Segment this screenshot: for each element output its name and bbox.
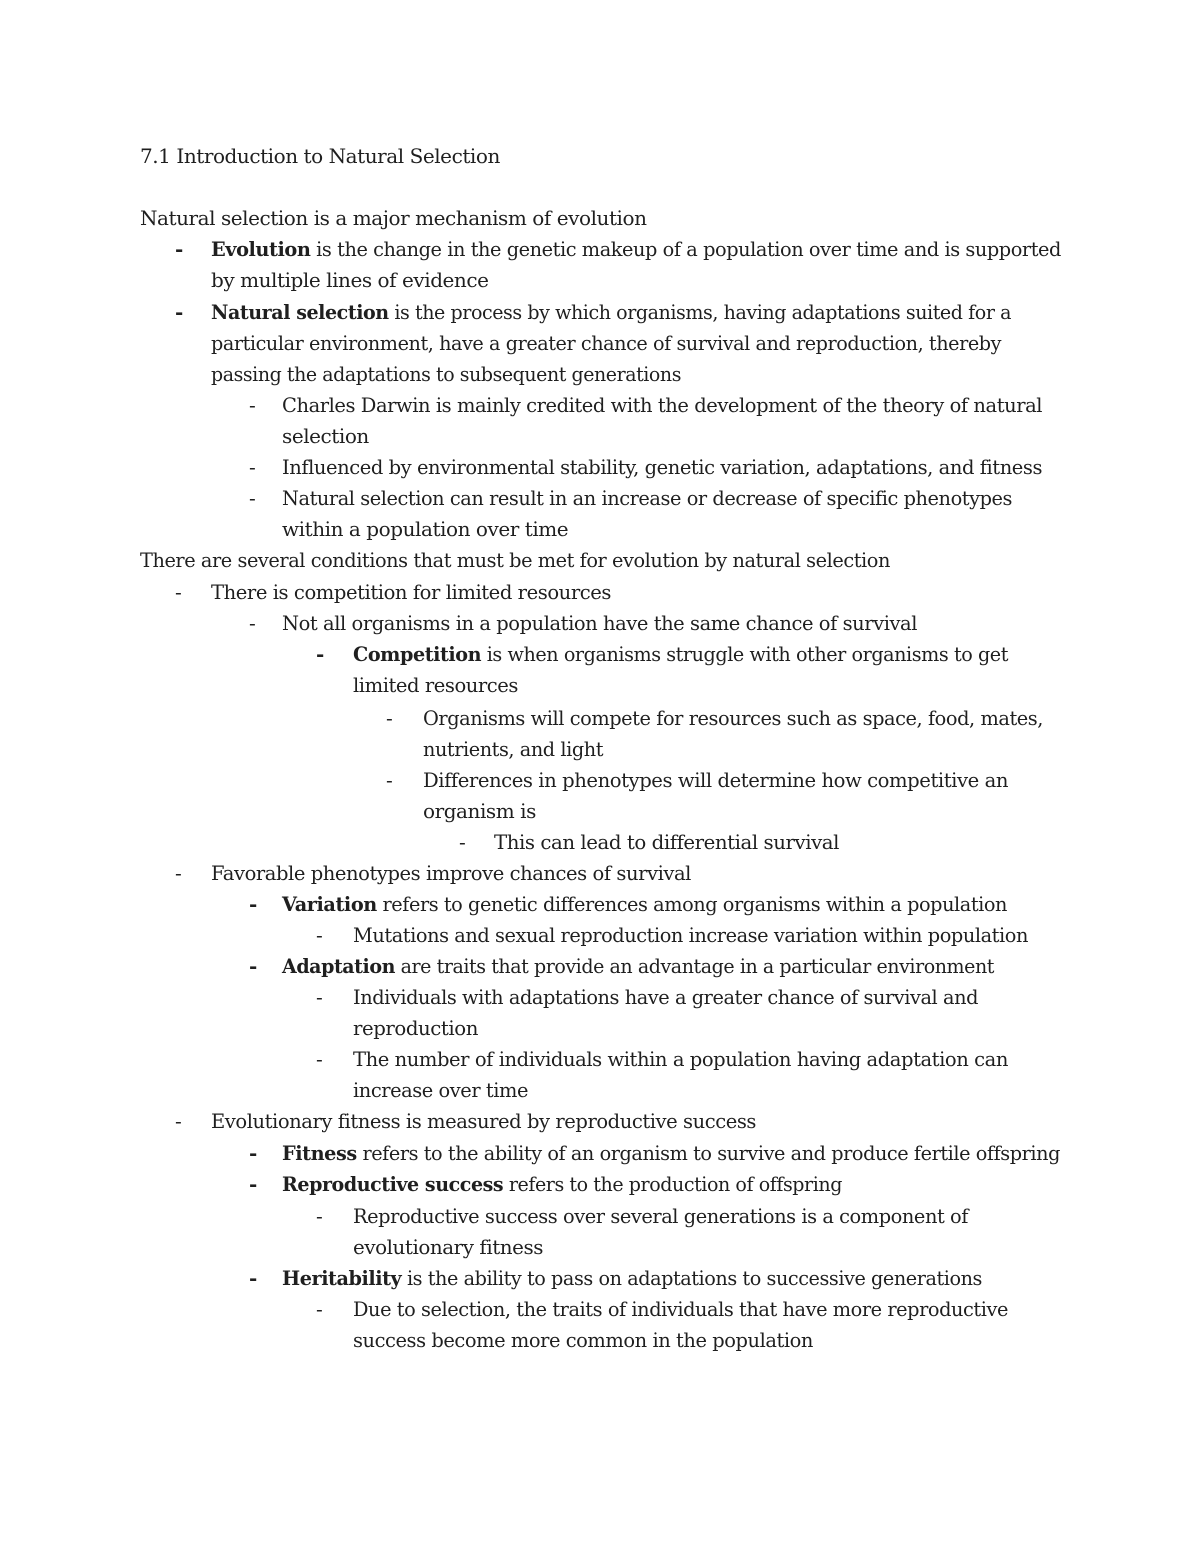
text-line bbox=[423, 768, 1020, 792]
title-text: 7.1 Introduction to Natural Selection bbox=[140, 144, 500, 168]
line-text: There are several conditions that must be met for evolution by natural selection bbox=[140, 548, 890, 572]
text-line bbox=[353, 1297, 1031, 1321]
bullet-dash: - bbox=[175, 1109, 182, 1133]
bullet-dash: - bbox=[249, 892, 258, 916]
line-text: evolutionary fitness bbox=[353, 1235, 543, 1259]
text-line bbox=[423, 799, 536, 823]
line-content bbox=[282, 1141, 1060, 1165]
line-content bbox=[353, 923, 1028, 947]
line-text: success become more common in the population bbox=[353, 1328, 813, 1352]
line-content bbox=[282, 611, 917, 635]
bullet-dash: - bbox=[316, 642, 325, 666]
line-text: Evolutionary fitness is measured by reproductive success bbox=[211, 1109, 756, 1133]
line-content bbox=[211, 580, 611, 604]
line-content bbox=[211, 362, 681, 386]
bullet-dash: - bbox=[316, 1047, 323, 1071]
line-text: increase over time bbox=[353, 1078, 528, 1102]
text-line bbox=[353, 1328, 827, 1352]
line-content bbox=[353, 1297, 1008, 1321]
line-content bbox=[353, 1016, 478, 1040]
line-text: refers to the production of offspring bbox=[503, 1172, 842, 1196]
line-text: within a population over time bbox=[282, 517, 569, 541]
line-text: Reproductive success over several generations is a component of bbox=[353, 1204, 969, 1228]
bold-term: Natural selection bbox=[211, 300, 389, 324]
line-content bbox=[353, 1328, 813, 1352]
line-text: Mutations and sexual reproduction increase variation within population bbox=[353, 923, 1028, 947]
line-content bbox=[423, 768, 1008, 792]
line-text: reproduction bbox=[353, 1016, 478, 1040]
line-content bbox=[140, 548, 890, 572]
text-line bbox=[423, 706, 1064, 730]
line-content bbox=[282, 1266, 982, 1290]
text-line bbox=[282, 517, 568, 541]
text-line bbox=[282, 486, 1037, 510]
line-text: is the ability to pass on adaptations to successive generations bbox=[401, 1266, 982, 1290]
line-text: Charles Darwin is mainly credited with the development of the theory of natural bbox=[282, 393, 1043, 417]
text-line bbox=[353, 1047, 1024, 1071]
line-text: Organisms will compete for resources such as space, food, mates, bbox=[423, 706, 1044, 730]
line-content bbox=[211, 1109, 756, 1133]
bullet-dash: - bbox=[249, 1172, 258, 1196]
line-content bbox=[353, 1047, 1008, 1071]
bullet-dash: - bbox=[175, 861, 182, 885]
line-content bbox=[211, 331, 1001, 355]
line-text: This can lead to differential survival bbox=[494, 830, 840, 854]
bullet-dash: - bbox=[175, 300, 184, 324]
line-text: Not all organisms in a population have the same chance of survival bbox=[282, 611, 918, 635]
line-text: Natural selection can result in an increase or decrease of specific phenotypes bbox=[282, 486, 1013, 510]
text-line bbox=[423, 737, 610, 761]
text-line bbox=[353, 673, 522, 697]
line-content bbox=[282, 486, 1012, 510]
text-line bbox=[140, 548, 917, 572]
line-content bbox=[282, 954, 994, 978]
line-content bbox=[282, 1172, 842, 1196]
text-line bbox=[282, 424, 369, 448]
line-content bbox=[423, 799, 536, 823]
line-content bbox=[353, 1078, 528, 1102]
bullet-dash: - bbox=[249, 455, 256, 479]
line-content bbox=[211, 237, 1061, 261]
text-line bbox=[211, 1109, 769, 1133]
line-text: Influenced by environmental stability, genetic variation, adaptations, and fitness bbox=[282, 455, 1043, 479]
line-content bbox=[353, 642, 1008, 666]
text-line bbox=[282, 1266, 1011, 1290]
line-text: The number of individuals within a population having adaptation can bbox=[353, 1047, 1008, 1071]
line-content bbox=[282, 424, 369, 448]
text-line bbox=[353, 923, 1051, 947]
bullet-dash: - bbox=[316, 923, 323, 947]
line-content bbox=[353, 1204, 968, 1228]
text-line bbox=[353, 1204, 988, 1228]
line-text: is when organisms struggle with other organisms to get bbox=[481, 642, 1008, 666]
bullet-dash: - bbox=[249, 611, 256, 635]
bullet-dash: - bbox=[386, 706, 393, 730]
text-line bbox=[282, 954, 1031, 978]
line-content bbox=[423, 737, 603, 761]
line-text: Favorable phenotypes improve chances of survival bbox=[211, 861, 691, 885]
bold-term: Heritability bbox=[282, 1266, 402, 1290]
line-text: There is competition for limited resources bbox=[211, 580, 612, 604]
line-text: refers to genetic differences among organisms within a population bbox=[376, 892, 1008, 916]
line-content bbox=[282, 393, 1042, 417]
bullet-dash: - bbox=[249, 393, 256, 417]
text-line bbox=[211, 268, 489, 292]
line-text: passing the adaptations to subsequent generations bbox=[211, 362, 682, 386]
line-content bbox=[211, 300, 1011, 324]
line-content bbox=[423, 706, 1043, 730]
line-text: Due to selection, the traits of individuals that have more reproductive bbox=[353, 1297, 1008, 1321]
text-line bbox=[494, 830, 844, 854]
text-line bbox=[211, 237, 1091, 261]
line-content bbox=[353, 673, 518, 697]
line-text: by multiple lines of evidence bbox=[211, 268, 489, 292]
line-text: Individuals with adaptations have a greater chance of survival and bbox=[353, 985, 979, 1009]
line-text: limited resources bbox=[353, 673, 518, 697]
line-text: nutrients, and light bbox=[423, 737, 603, 761]
bullet-dash: - bbox=[316, 985, 323, 1009]
text-line bbox=[140, 206, 647, 230]
text-line bbox=[353, 985, 1000, 1009]
text-line bbox=[282, 611, 934, 635]
text-line bbox=[211, 861, 703, 885]
line-text: organism is bbox=[423, 799, 536, 823]
text-line bbox=[282, 1141, 1090, 1165]
bullet-dash: - bbox=[386, 768, 393, 792]
bold-term: Fitness bbox=[282, 1141, 357, 1165]
bullet-dash: - bbox=[249, 486, 256, 510]
line-content bbox=[353, 1235, 543, 1259]
line-text: is the process by which organisms, having adaptations suited for a bbox=[388, 300, 1012, 324]
bullet-dash: - bbox=[316, 1297, 323, 1321]
bold-term: Adaptation bbox=[282, 954, 395, 978]
text-line bbox=[353, 1016, 480, 1040]
line-text: are traits that provide an advantage in a particular environment bbox=[394, 954, 995, 978]
text-line bbox=[211, 580, 620, 604]
text-line bbox=[211, 300, 1051, 324]
bullet-dash: - bbox=[459, 830, 466, 854]
line-content bbox=[140, 206, 647, 230]
bullet-dash: - bbox=[249, 954, 258, 978]
text-line bbox=[282, 455, 1062, 479]
line-content bbox=[494, 830, 839, 854]
line-text: particular environment, have a greater chance of survival and reproduction, thereby bbox=[211, 331, 1002, 355]
line-content bbox=[211, 861, 691, 885]
line-content bbox=[282, 892, 1007, 916]
bold-term: Competition bbox=[353, 642, 482, 666]
bullet-dash: - bbox=[316, 1204, 323, 1228]
line-text: Differences in phenotypes will determine how competitive an bbox=[423, 768, 1009, 792]
text-line bbox=[353, 1078, 533, 1102]
bullet-dash: - bbox=[249, 1141, 258, 1165]
line-content bbox=[211, 268, 489, 292]
bold-term: Evolution bbox=[211, 237, 311, 261]
text-line bbox=[353, 642, 1037, 666]
text-line bbox=[211, 362, 707, 386]
line-text: is the change in the genetic makeup of a population over time and is supported bbox=[310, 237, 1061, 261]
line-content bbox=[353, 985, 978, 1009]
document-title bbox=[140, 144, 500, 168]
text-line bbox=[211, 331, 1034, 355]
text-line bbox=[282, 393, 1063, 417]
text-line bbox=[353, 1235, 544, 1259]
text-line bbox=[282, 1172, 870, 1196]
bold-term: Reproductive success bbox=[282, 1172, 504, 1196]
bold-term: Variation bbox=[282, 892, 377, 916]
line-content bbox=[282, 455, 1042, 479]
text-line bbox=[282, 892, 1034, 916]
line-content bbox=[282, 517, 568, 541]
bullet-dash: - bbox=[175, 580, 182, 604]
line-text: Natural selection is a major mechanism of evolution bbox=[140, 206, 647, 230]
line-text: selection bbox=[282, 424, 369, 448]
line-text: refers to the ability of an organism to survive and produce fertile offspring bbox=[356, 1141, 1060, 1165]
bullet-dash: - bbox=[175, 237, 184, 261]
bullet-dash: - bbox=[249, 1266, 258, 1290]
